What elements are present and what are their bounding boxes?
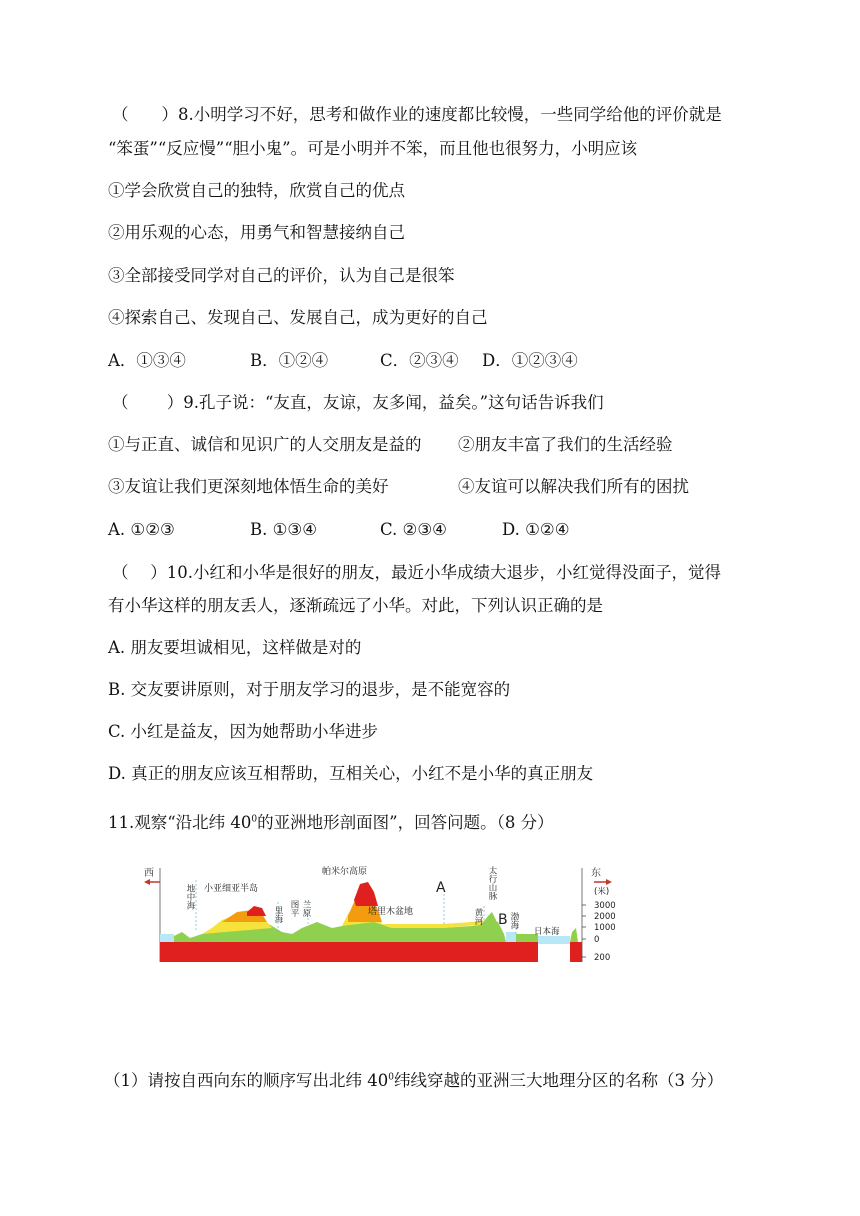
q10-option-d: D. 真正的朋友应该互相帮助，互相关心，小红不是小华的真正朋友 [108,764,594,783]
q11-sub1-pre: （1）请按自西向东的顺序写出北纬 40 [104,1071,389,1090]
q11-sub1-degree: 0 [388,1072,394,1083]
q11-stem-post: 的亚洲地形剖面图”，回答问题。（8 分） [257,813,554,832]
q8-item-4: ④探索自己、发现自己、发展自己，成为更好的自己 [108,308,488,327]
mediterranean-water [160,934,174,942]
q9-item-4: ④友谊可以解决我们所有的困扰 [458,477,689,496]
terrain-profile-figure [142,862,622,967]
q10-stem-line2: 有小华这样的朋友丢人，逐渐疏远了小华。对此，下列认识正确的是 [108,596,603,615]
q8-option-d: D．①②③④ [482,351,578,370]
q10-option-a: A. 朋友要坦诚相见，这样做是对的 [108,638,362,657]
east-label: 东 [591,868,601,879]
q9-option-d: D. ①②④ [502,520,570,539]
label-caspian: 里海 [273,906,283,923]
q11-stem [108,812,554,834]
scale-1000: 1000 [594,923,616,933]
label-tarim: 塔里木盆地 [368,907,414,917]
q9-option-c: C. ②③④ [380,520,447,539]
scale-200: 200 [594,953,611,963]
bohai-water [506,932,516,942]
scale-2000: 2000 [594,912,616,922]
q11-stem-degree: 0 [251,814,258,825]
q11-sub1 [104,1070,723,1092]
q8-item-1: ①学会欣赏自己的独特，欣赏自己的优点 [108,181,405,200]
east-arrow [591,866,612,885]
label-turan-1: 图平 [289,900,299,917]
q8-option-a: A．①③④ [108,351,186,370]
q9-item-3: ③友谊让我们更深刻地体悟生命的美好 [108,477,389,496]
label-taihang: 太行山脉 [487,866,497,900]
label-pamir: 帕米尔高原 [322,867,368,877]
japan-island [570,928,578,942]
q10-option-b: B. 交友要讲原则，对于朋友学习的退步，是不能宽容的 [108,680,511,699]
q10-stem-line1: （ ）10.小红和小华是很好的朋友，最近小华成绩大退步，小红觉得没面子，觉得 [112,563,721,582]
west-label: 西 [144,868,154,879]
label-turan-2: 兰原 [301,900,311,917]
label-yellow-river: 黄河 [473,908,483,925]
scale-3000: 3000 [594,901,616,911]
label-B: B [498,912,508,928]
label-sea-of-japan: 日本海 [534,927,560,937]
label-asia-minor: 小亚细亚半岛 [204,884,259,894]
label-bohai: 渤海 [509,912,519,929]
q8-item-3: ③全部接受同学对自己的评价，认为自己是很笨 [108,266,455,285]
q10-option-c: C. 小红是益友，因为她帮助小华进步 [108,722,379,741]
q9-item-2: ②朋友丰富了我们的生活经验 [458,435,673,454]
label-mediterranean: 地中海 [185,884,195,910]
q9-option-a: A. ①②③ [108,520,175,539]
q11-stem-pre: 11.观察“沿北纬 40 [108,813,252,832]
scale-0: 0 [594,935,600,945]
q8-stem-line2: “笨蛋”“反应慢”“胆小鬼”。可是小明并不笨，而且他也很努力，小明应该 [108,139,638,158]
q9-option-b: B. ①③④ [250,520,317,539]
q9-item-1: ①与正直、诚信和见识广的人交朋友是益的 [108,435,422,454]
q8-stem-line1: （ ）8.小明学习不好，思考和做作业的速度都比较慢，一些同学给他的评价就是 [112,105,722,124]
q9-stem: （ ）9.孔子说：“友直，友谅，友多闻，益矣。”这句话告诉我们 [112,393,604,412]
scale-unit: (米) [594,887,610,897]
q8-item-2: ②用乐观的心态，用勇气和智慧接纳自己 [108,223,405,242]
label-A: A [436,880,446,896]
q8-option-c: C．②③④ [380,351,459,370]
q8-option-b: B．①②④ [250,351,329,370]
west-arrow [144,867,160,885]
q11-sub1-post: 纬线穿越的亚洲三大地理分区的名称（3 分） [393,1071,724,1090]
